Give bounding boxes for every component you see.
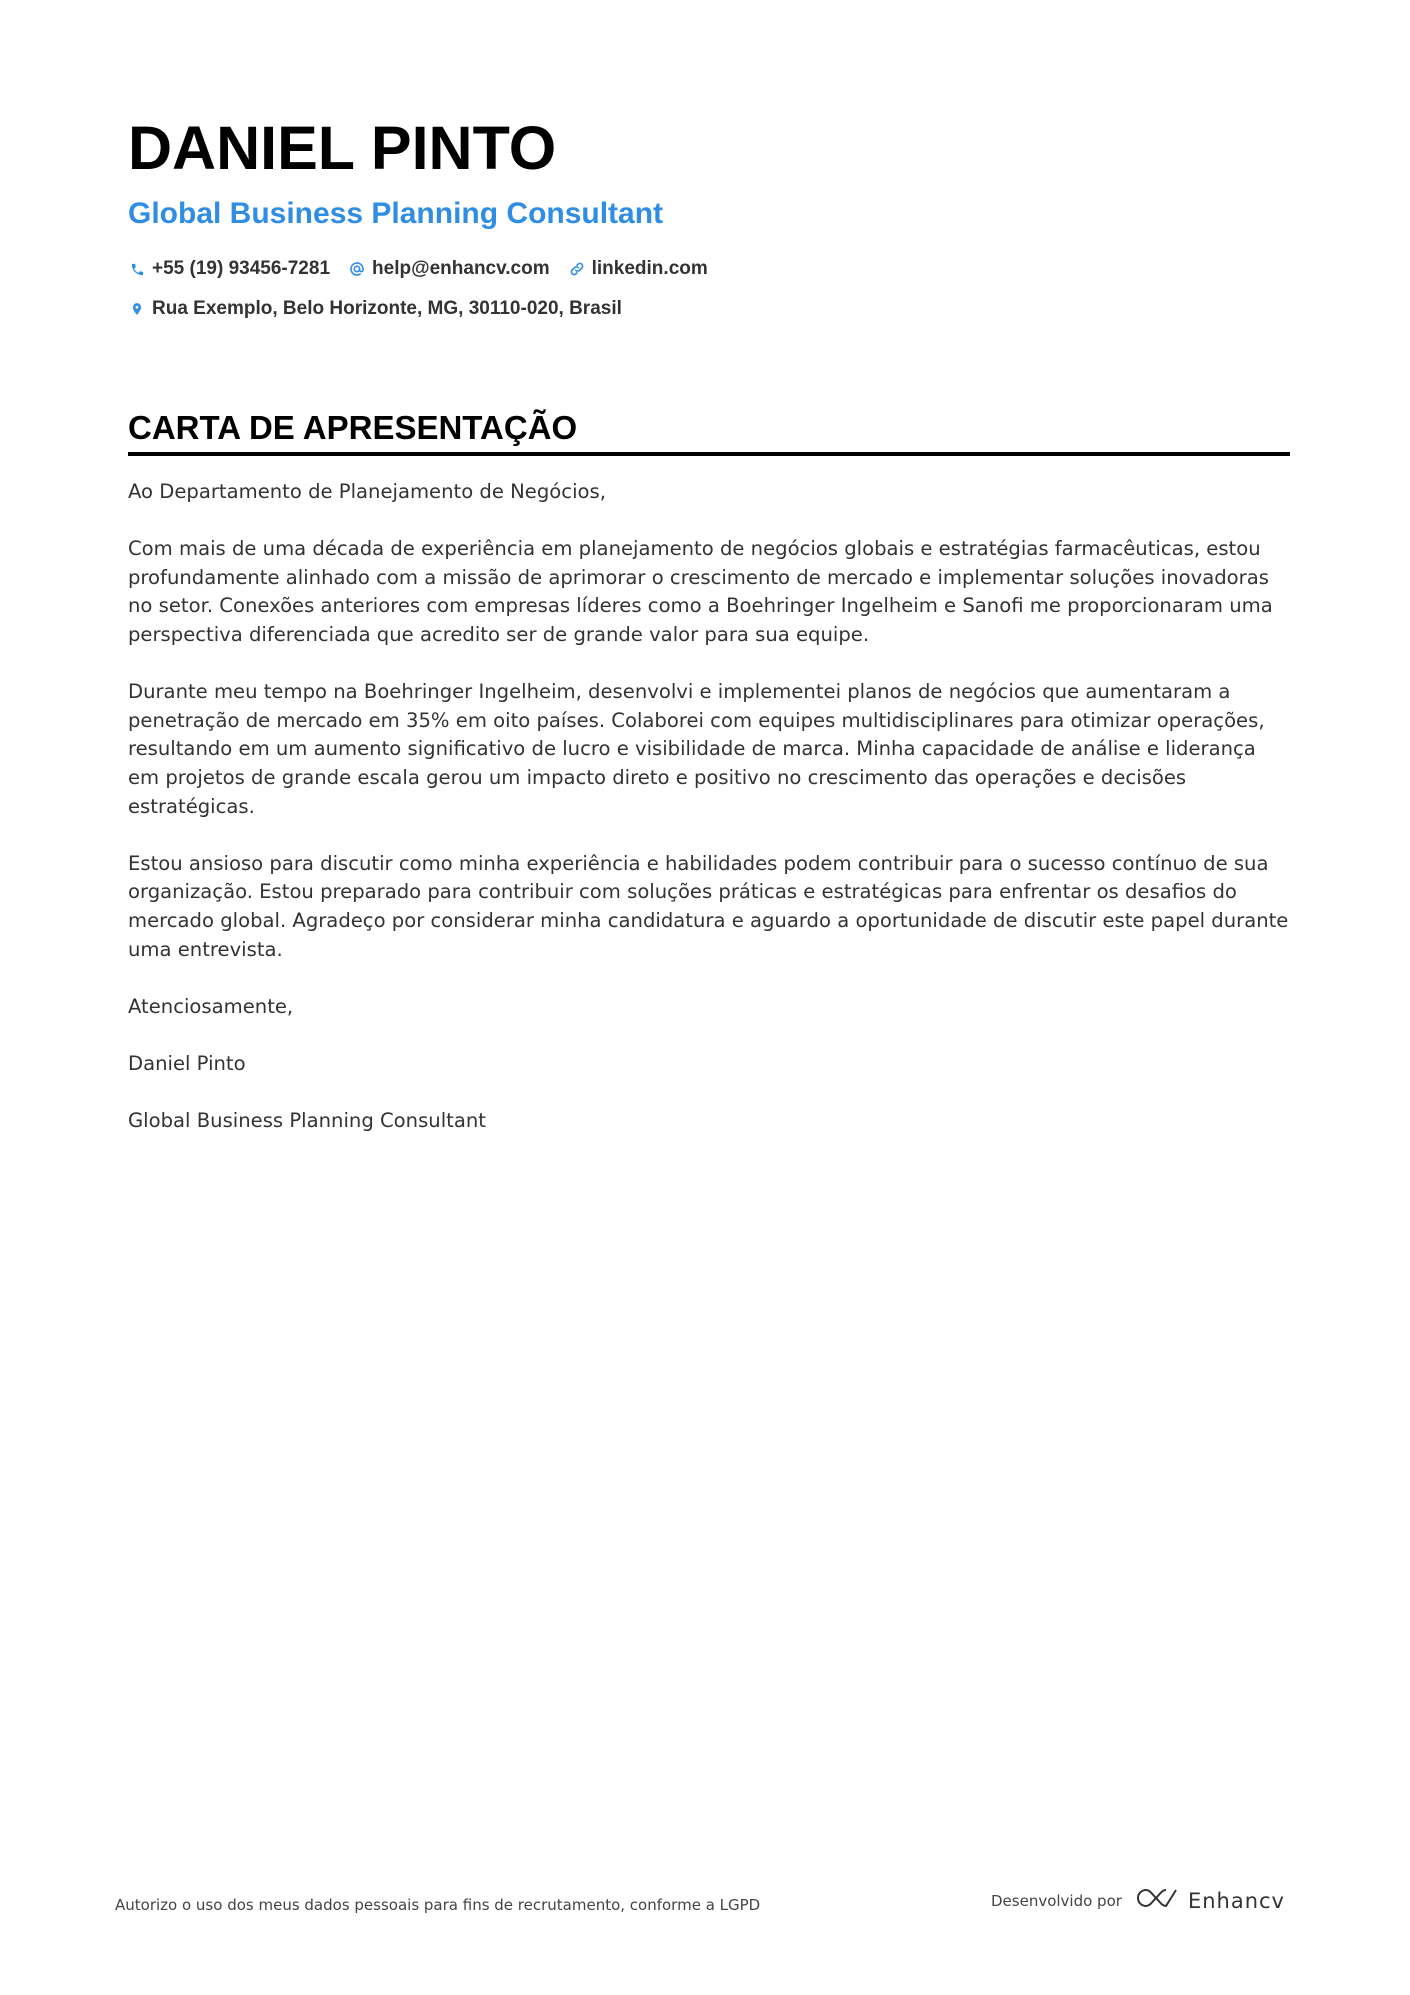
signature-title: Global Business Planning Consultant xyxy=(128,1109,486,1133)
candidate-name: DANIEL PINTO xyxy=(128,114,557,182)
contact-row-primary xyxy=(128,254,1290,284)
signature-name: Daniel Pinto xyxy=(128,1051,246,1075)
letter-closing: Atenciosamente, xyxy=(128,994,294,1018)
letter-paragraph: Durante meu tempo na Boehringer Ingelheim, desenvolvi e implementei planos de negócios que aumentaram a penetração de mercado em 35% em oito países. Colaborei com equipes multidisciplinares para otimizar operações, resultando em um aumento significativo de lucro e visibilidade de marca. Minha capacidade de análise e liderança em projetos de grande escala gerou um impacto direto e positivo no crescimento das operações e decisões estratégicas. xyxy=(128,680,1265,818)
contact-address xyxy=(128,298,622,320)
brand-name: Enhancv xyxy=(1187,1888,1285,1913)
letter-body xyxy=(128,478,1290,1136)
contact-row-secondary xyxy=(128,294,1290,324)
at-icon xyxy=(348,260,366,278)
enhancv-logo-icon xyxy=(1134,1886,1180,1915)
contact-linkedin[interactable] xyxy=(568,258,708,280)
candidate-role: Global Business Planning Consultant xyxy=(128,197,664,230)
contact-linkedin-text: linkedin.com xyxy=(591,258,708,279)
contact-phone[interactable] xyxy=(128,258,330,280)
contact-address-text: Rua Exemplo, Belo Horizonte, MG, 30110-020, Brasil xyxy=(152,298,622,319)
cover-letter-section xyxy=(128,404,1290,1164)
location-pin-icon xyxy=(128,300,146,318)
phone-icon xyxy=(128,260,146,278)
section-title: CARTA DE APRESENTAÇÃO xyxy=(128,409,578,446)
contact-email-text: help@enhancv.com xyxy=(372,258,550,279)
enhancv-logo xyxy=(1134,1886,1285,1915)
link-icon xyxy=(568,260,586,278)
letter-paragraph: Com mais de uma década de experiência em planejamento de negócios globais e estratégias farmacêuticas, estou profundamente alinhado com a missão de aprimorar o crescimento de mercado e implementar soluções inovadoras no setor. Conexões anteriores com empresas líderes como a Boehringer Ingelheim e Sanofi me proporcionaram uma perspectiva diferenciada que acredito ser de grande valor para sua equipe. xyxy=(128,537,1273,646)
header xyxy=(128,108,1290,324)
letter-salutation: Ao Departamento de Planejamento de Negócios, xyxy=(128,480,606,503)
footer-consent: Autorizo o uso dos meus dados pessoais para fins de recrutamento, conforme a LGPD xyxy=(115,1896,761,1914)
section-divider xyxy=(128,452,1290,456)
footer-brand[interactable] xyxy=(991,1886,1285,1915)
contact-phone-text: +55 (19) 93456-7281 xyxy=(152,258,331,279)
contact-email[interactable] xyxy=(348,258,550,280)
powered-by-label: Desenvolvido por xyxy=(991,1891,1122,1910)
letter-paragraph: Estou ansioso para discutir como minha experiência e habilidades podem contribuir para o sucesso contínuo de sua organização. Estou preparado para contribuir com soluções práticas e estratégicas para enfrentar os desafios do mercado global. Agradeço por considerar minha candidatura e aguardo a oportunidade de discutir este papel durante uma entrevista. xyxy=(128,851,1289,961)
